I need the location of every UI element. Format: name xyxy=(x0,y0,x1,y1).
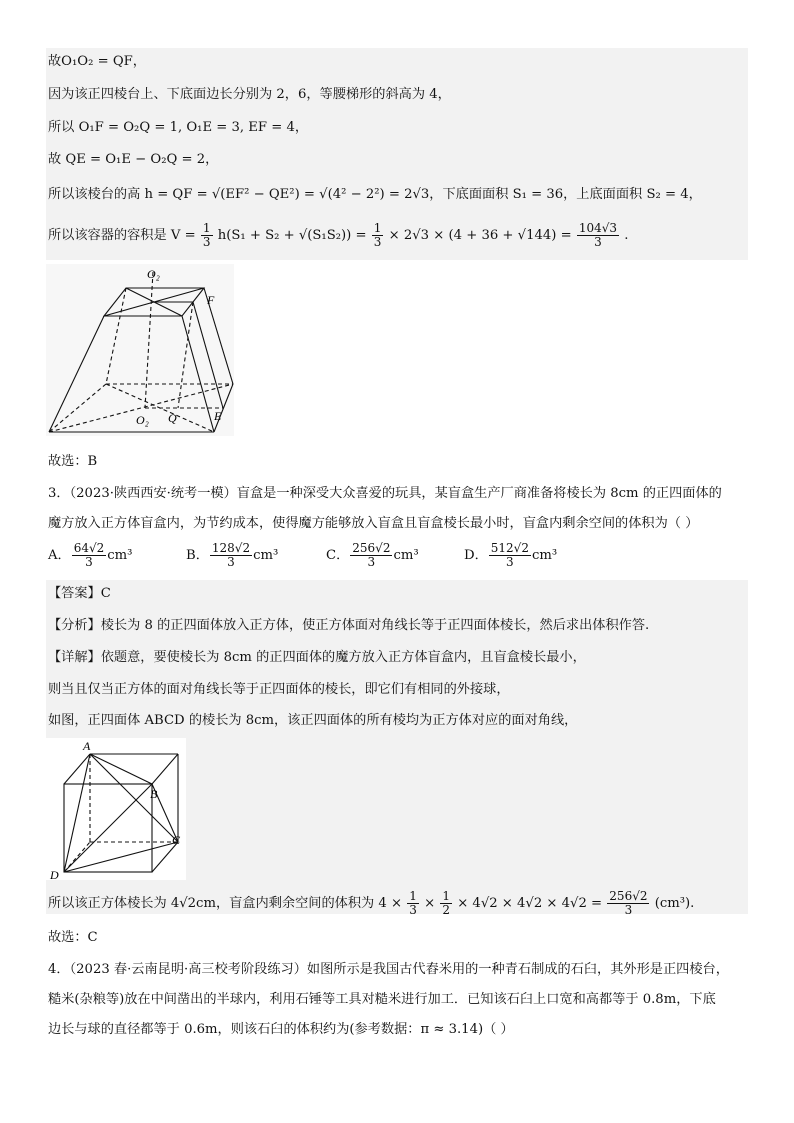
label-o2-bottom: O₂ xyxy=(136,413,149,427)
label-a: A xyxy=(83,739,91,753)
label-d: D xyxy=(50,868,59,880)
volume-formula: h(S₁ + S₂ + √(S₁S₂)) = xyxy=(217,228,367,243)
detail-line-4: 所以该正方体棱长为 4√2cm，盲盒内剩余空间的体积为 4 × $\frac{1}{3}$ × $\frac{1}{2}$ × 4√2 × 4√2 × 4√2 = $\frac{256√2}{3}$ (cm³). xyxy=(48,889,695,917)
fraction-one-third-b: $\frac{1}{3}$ xyxy=(373,221,382,249)
detail-line-3: 如图，正四面体 ABCD 的棱长为 8cm，该正四面体的所有棱均为正方体对应的面对角线， xyxy=(48,713,578,728)
label-b: B xyxy=(150,787,158,801)
volume-substitution: × 2√3 × (4 + 36 + √144) = xyxy=(388,228,572,243)
solution-line-2: 因为该正四棱台上、下底面边长分别为 2，6，等腰梯形的斜高为 4， xyxy=(48,87,451,102)
detail-line-1: 【详解】依题意，要使棱长为 8cm 的正四面体的魔方放入正方体盲盒内，且盲盒棱长最小， xyxy=(48,650,586,665)
fraction-one-half: $\frac{1}{2}$ xyxy=(442,889,450,917)
question-4-stem-3: 边长与球的直径都等于 0.6m，则该石臼的体积约为(参考数据：π ≈ 3.14)（ ） xyxy=(48,1022,514,1037)
label-q: Q xyxy=(168,411,177,425)
solution-line-5: 所以该棱台的高 h = QF = √(EF² − QE²) = √(4² − 2²) = 2√3，下底面面积 S₁ = 36，上底面面积 S₂ = 4， xyxy=(48,187,702,202)
volume-prefix: 所以该容器的容积是 V = xyxy=(48,228,196,243)
option-c: C． $\frac{256√2}{3}$ cm³ xyxy=(326,541,419,569)
solution-line-1: 故O₁O₂ = QF， xyxy=(48,54,146,69)
volume-result: $\frac{104√3}{3}$ xyxy=(578,221,618,249)
fraction-one-third: $\frac{1}{3}$ xyxy=(202,221,211,249)
solution-line-3: 所以 O₁F = O₂Q = 1, O₁E = 3, EF = 4， xyxy=(48,120,309,135)
label-c: C xyxy=(172,833,181,847)
label-e: E xyxy=(214,409,222,423)
cube-tetrahedron-figure xyxy=(46,738,186,880)
label-f: F xyxy=(207,293,215,307)
fraction-one-third-c: $\frac{1}{3}$ xyxy=(409,889,417,917)
question-4-stem-2: 糙米(杂粮等)放在中间凿出的半球内，利用石锤等工具对糙米进行加工．已知该石臼上口宽和高都等于 0.8m，下底 xyxy=(48,992,716,1007)
analysis-text: 【分析】棱长为 8 的正四面体放入正方体，使正方体面对角线长等于正四面体棱长，然后求出体积作答. xyxy=(48,618,650,633)
solution-line-4: 故 QE = O₁E − O₂Q = 2， xyxy=(48,152,219,167)
question-3-stem-2: 魔方放入正方体盲盒内，为节约成本，使得魔方能够放入盲盒且盲盒棱长最小时，盲盒内剩余空间的体积为（ ） xyxy=(48,516,699,531)
final-answer-q3: 故选：C xyxy=(48,930,98,945)
answer-label: 【答案】C xyxy=(48,586,111,601)
option-d: D． $\frac{512√2}{3}$ cm³ xyxy=(464,541,558,569)
question-3-stem-1: 3．（2023·陕西西安·统考一模）盲盒是一种深受大众喜爱的玩具，某盲盒生产厂商准备将棱长为 8cm 的正四面体的 xyxy=(48,486,722,501)
option-b: B． $\frac{128√2}{3}$ cm³ xyxy=(186,541,279,569)
detail-line-2: 则当且仅当正方体的面对角线长等于正四面体的棱长，即它们有相同的外接球， xyxy=(48,682,510,697)
answer-choice-1: 故选：B xyxy=(48,454,98,469)
remaining-volume-result: $\frac{256√2}{3}$ xyxy=(609,889,648,917)
label-o2-top: O₂ xyxy=(147,267,160,281)
frustum-figure xyxy=(46,264,234,436)
solution-line-6: 所以该容器的容积是 V = $\frac{1}{3}$ h(S₁ + S₂ + √(S₁S₂)) = $\frac{1}{3}$ × 2√3 × (4 + 36 + √144) = $\frac{104√3}{3}$ . xyxy=(48,221,629,249)
question-4-stem-1: 4．（2023 春·云南昆明·高三校考阶段练习）如图所示是我国古代舂米用的一种青石制成的石臼，其外形是正四棱台， xyxy=(48,962,729,977)
option-a: A． $\frac{64√2}{3}$ cm³ xyxy=(48,541,133,569)
